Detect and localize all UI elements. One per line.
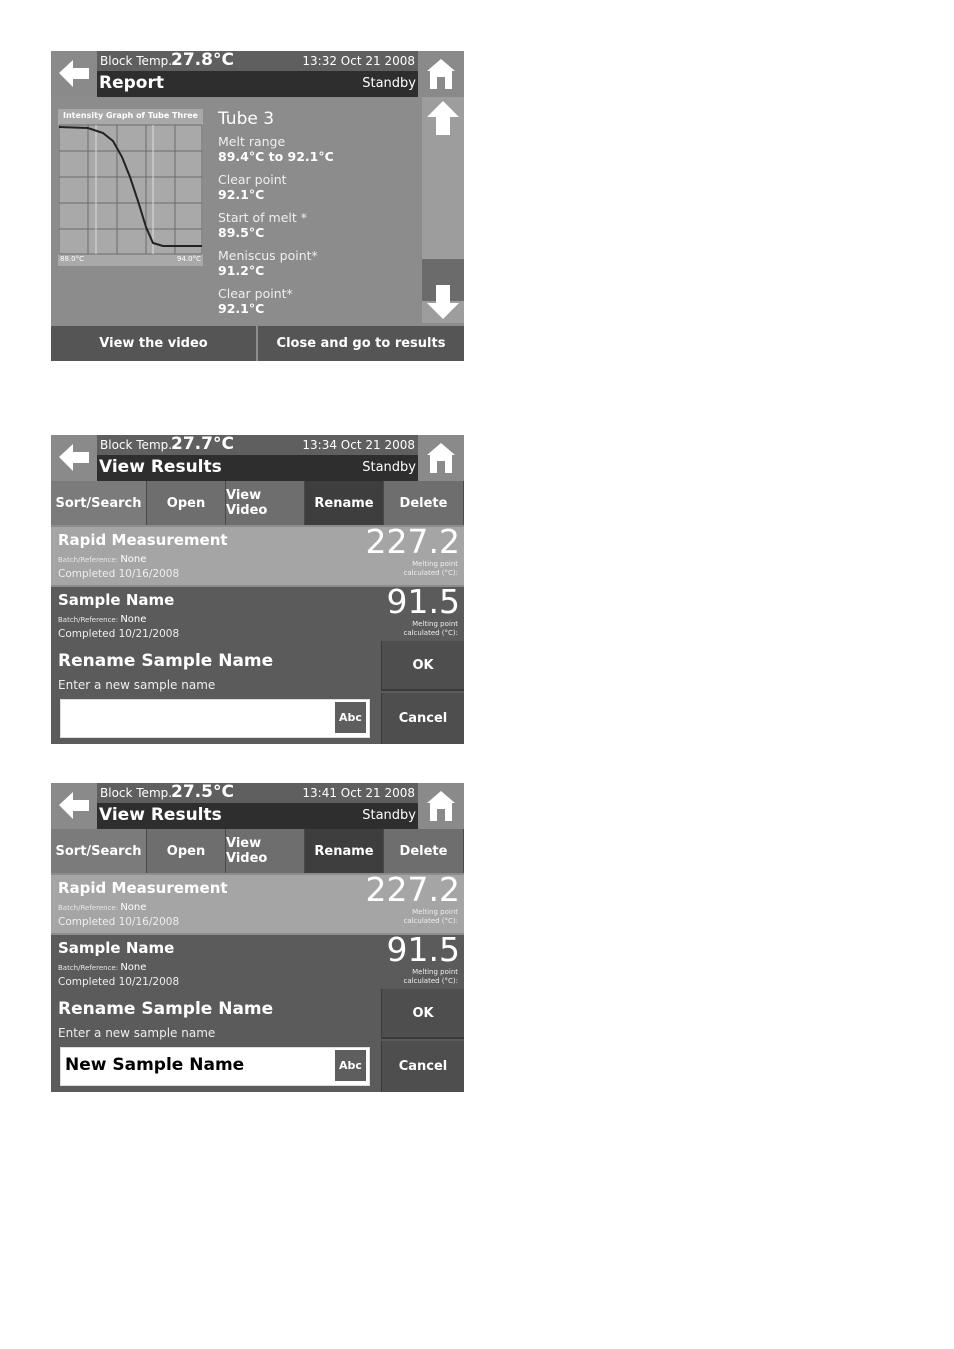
melting-point-label: Melting point calculated (°C): [403, 620, 458, 637]
meniscus-point-label: Meniscus point* [218, 248, 318, 263]
melting-point-value: 227.2 [365, 522, 460, 561]
graph-x-min: 88.0°C [60, 255, 84, 263]
melting-point-label: Melting point calculated (°C): [403, 560, 458, 577]
status-text: Standby [362, 460, 416, 475]
result-name: Sample Name [58, 591, 175, 609]
home-icon [418, 783, 464, 829]
meniscus-point-value: 91.2°C [218, 263, 265, 278]
view-results-screen [51, 783, 464, 1092]
block-temp-value: 27.5°C [171, 783, 234, 802]
start-of-melt-value: 89.5°C [218, 225, 265, 240]
result-row[interactable] [51, 870, 464, 933]
back-arrow-icon [51, 435, 97, 481]
graph-x-max: 94.0°C [177, 255, 201, 263]
back-button[interactable] [51, 435, 97, 481]
block-temp-label: Block Temp. [100, 438, 173, 452]
header [51, 51, 464, 97]
back-arrow-icon [51, 51, 97, 97]
melting-point-value: 91.5 [386, 930, 460, 969]
header [51, 783, 464, 829]
intensity-graph-plot [58, 109, 203, 266]
keyboard-icon[interactable]: Abc [335, 1050, 366, 1081]
delete-button[interactable]: Delete [384, 829, 464, 873]
rename-button[interactable]: Rename [305, 481, 384, 525]
completed-date: Completed 10/21/2008 [58, 976, 180, 988]
scroll-up-button[interactable] [422, 97, 464, 139]
scroll-up-arrow-icon [422, 97, 464, 139]
keyboard-icon[interactable]: Abc [335, 702, 366, 733]
home-icon [418, 51, 464, 97]
status-text: Standby [362, 808, 416, 823]
result-name: Rapid Measurement [58, 879, 228, 897]
rename-button[interactable]: Rename [305, 829, 384, 873]
ok-button[interactable]: OK [381, 641, 464, 691]
result-row-selected[interactable] [51, 930, 464, 1092]
clear-point-label: Clear point [218, 172, 287, 187]
view-video-button[interactable]: View Video [226, 829, 305, 873]
rename-dialog-title: Rename Sample Name [58, 651, 274, 671]
intensity-graph [58, 109, 203, 266]
result-name: Rapid Measurement [58, 531, 228, 549]
sort-search-button[interactable]: Sort/Search [51, 829, 147, 873]
view-video-button[interactable]: View Video [226, 481, 305, 525]
completed-date: Completed 10/16/2008 [58, 916, 180, 928]
melting-point-value: 91.5 [386, 582, 460, 621]
clear-point-value: 92.1°C [218, 187, 265, 202]
block-temp-label: Block Temp. [100, 54, 173, 68]
batch-reference: Batch/Reference: None [58, 902, 147, 913]
block-temp-label: Block Temp. [100, 786, 173, 800]
batch-reference: Batch/Reference: None [58, 962, 147, 973]
melting-point-label: Melting point calculated (°C): [403, 968, 458, 985]
batch-reference: Batch/Reference: None [58, 614, 147, 625]
back-button[interactable] [51, 783, 97, 829]
page-title: View Results [99, 457, 222, 477]
scroll-down-arrow-icon [422, 281, 464, 323]
cancel-button[interactable]: Cancel [381, 693, 464, 744]
toolbar [51, 829, 464, 873]
header-title-bar [97, 455, 418, 481]
view-results-screen [51, 435, 464, 744]
result-row[interactable] [51, 522, 464, 585]
block-temp-value: 27.7°C [171, 435, 234, 454]
datetime: 13:34 Oct 21 2008 [302, 438, 415, 452]
back-arrow-icon [51, 783, 97, 829]
melt-range-value: 89.4°C to 92.1°C [218, 149, 334, 164]
page-title: View Results [99, 805, 222, 825]
ok-button[interactable]: OK [381, 989, 464, 1039]
cancel-button[interactable]: Cancel [381, 1041, 464, 1092]
result-row-selected[interactable] [51, 582, 464, 744]
back-button[interactable] [51, 51, 97, 97]
home-button[interactable] [418, 435, 464, 481]
home-button[interactable] [418, 51, 464, 97]
sort-search-button[interactable]: Sort/Search [51, 481, 147, 525]
report-screen [51, 51, 464, 361]
start-of-melt-label: Start of melt * [218, 210, 307, 225]
sample-name-input[interactable]: New Sample Name [60, 1047, 370, 1086]
batch-reference: Batch/Reference: None [58, 554, 147, 565]
page-title: Report [99, 73, 164, 93]
melting-point-label: Melting point calculated (°C): [403, 908, 458, 925]
home-icon [418, 435, 464, 481]
tube-title: Tube 3 [218, 109, 275, 129]
header-title-bar [97, 803, 418, 829]
open-button[interactable]: Open [147, 481, 226, 525]
header-title-bar [97, 71, 418, 97]
delete-button[interactable]: Delete [384, 481, 464, 525]
header [51, 435, 464, 481]
view-video-button[interactable]: View the video [51, 326, 256, 361]
close-results-button[interactable]: Close and go to results [258, 326, 464, 361]
home-button[interactable] [418, 783, 464, 829]
melt-range-label: Melt range [218, 134, 286, 149]
graph-title: Intensity Graph of Tube Three [63, 111, 198, 120]
datetime: 13:41 Oct 21 2008 [302, 786, 415, 800]
block-temp-value: 27.8°C [171, 51, 234, 70]
sample-name-input[interactable] [60, 699, 370, 738]
rename-dialog-subtitle: Enter a new sample name [58, 1026, 216, 1040]
header-status-bar [97, 51, 418, 71]
clear-point-star-label: Clear point* [218, 286, 293, 301]
header-status-bar [97, 435, 418, 455]
completed-date: Completed 10/16/2008 [58, 568, 180, 580]
rename-dialog-subtitle: Enter a new sample name [58, 678, 216, 692]
status-text: Standby [362, 76, 416, 91]
result-name: Sample Name [58, 939, 175, 957]
scroll-down-button[interactable] [422, 281, 464, 323]
melting-point-value: 227.2 [365, 870, 460, 909]
toolbar [51, 481, 464, 525]
header-status-bar [97, 783, 418, 803]
report-details [218, 109, 418, 324]
datetime: 13:32 Oct 21 2008 [302, 54, 415, 68]
rename-dialog-title: Rename Sample Name [58, 999, 274, 1019]
clear-point-star-value: 92.1°C [218, 301, 265, 316]
open-button[interactable]: Open [147, 829, 226, 873]
completed-date: Completed 10/21/2008 [58, 628, 180, 640]
